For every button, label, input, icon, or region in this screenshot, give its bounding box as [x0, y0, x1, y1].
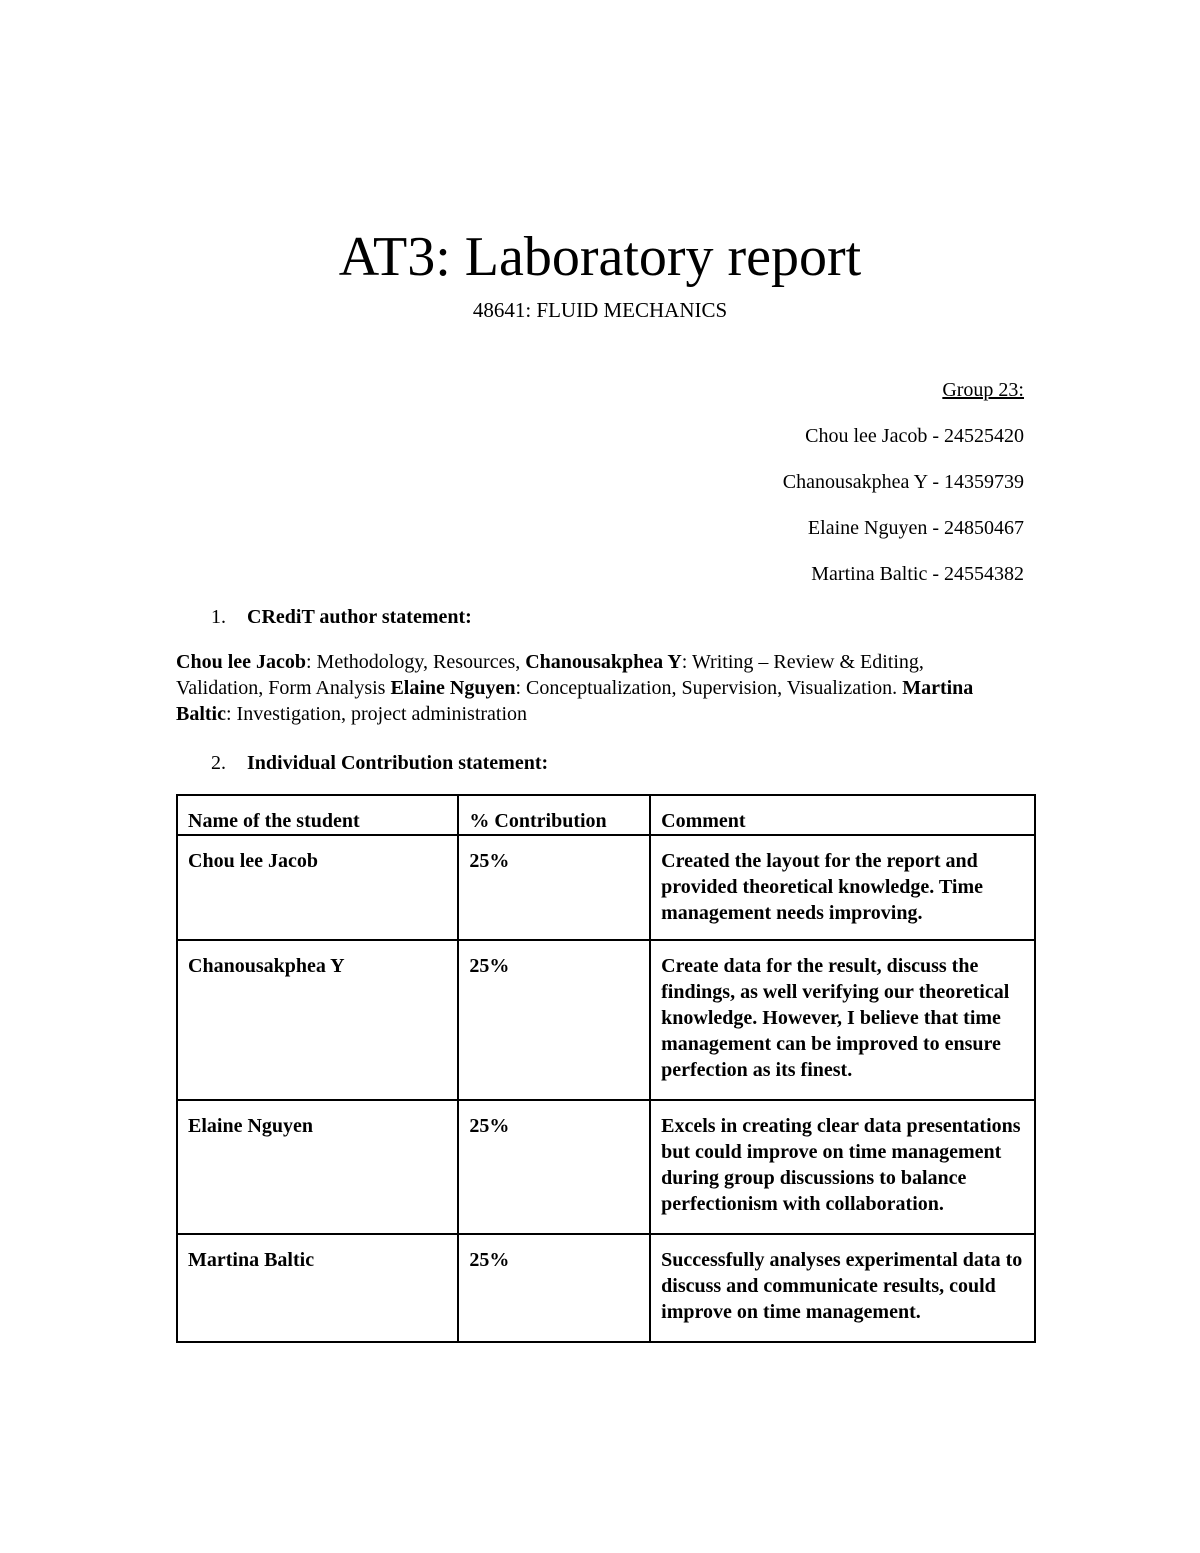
- credit-author-name: Elaine Nguyen: [390, 677, 516, 699]
- column-header: Comment: [650, 795, 1035, 835]
- group-label: Group 23:: [942, 379, 1024, 401]
- group-member: Elaine Nguyen - 24850467: [807, 517, 1024, 539]
- comment-cell: Excels in creating clear data presentations but could improve on time management during group discussions to balance perfectionism with collaboration.: [650, 1100, 1035, 1234]
- contribution-cell: 25%: [458, 1234, 650, 1342]
- group-member: Chanousakphea Y - 14359739: [782, 471, 1024, 493]
- table-row: [177, 835, 1035, 940]
- credit-author-name: Chou lee Jacob: [176, 651, 306, 673]
- section-number: 2.: [211, 752, 226, 774]
- credit-author-roles: : Conceptualization, Supervision, Visualization.: [515, 677, 903, 699]
- student-name-cell: Martina Baltic: [177, 1234, 458, 1342]
- section-number: 1.: [211, 606, 226, 628]
- credit-author-name: Martina Baltic: [176, 677, 974, 725]
- group-members-block: [783, 376, 1024, 588]
- column-header: Name of the student: [177, 795, 458, 835]
- column-header: % Contribution: [458, 795, 650, 835]
- document-subtitle: 48641: FLUID MECHANICS: [472, 298, 728, 322]
- credit-author-name: Chanousakphea Y: [525, 651, 682, 673]
- section-heading-credit: [211, 603, 472, 631]
- section-heading-contribution: [211, 749, 548, 777]
- contribution-table: [176, 794, 1036, 1343]
- credit-author-roles: : Writing – Review & Editing, Validation, Form Analysis: [176, 651, 924, 699]
- table-row: [177, 940, 1035, 1100]
- group-member: Martina Baltic - 24554382: [811, 563, 1024, 585]
- comment-cell: Create data for the result, discuss the findings, as well verifying our theoretical knowledge. However, I believe that time management can be improved to ensure perfection as its finest.: [650, 940, 1035, 1100]
- student-name-cell: Chanousakphea Y: [177, 940, 458, 1100]
- credit-author-roles: : Investigation, project administration: [226, 703, 528, 725]
- group-member: Chou lee Jacob - 24525420: [805, 425, 1024, 447]
- table-row: [177, 1234, 1035, 1342]
- student-name-cell: Chou lee Jacob: [177, 835, 458, 940]
- comment-cell: Created the layout for the report and provided theoretical knowledge. Time management needs improving.: [650, 835, 1035, 940]
- table-row: [177, 1100, 1035, 1234]
- table-header-row: [177, 795, 1035, 835]
- credit-author-roles: : Methodology, Resources,: [306, 651, 526, 673]
- section-heading-text: Individual Contribution statement:: [247, 752, 549, 774]
- section-heading-text: CRediT author statement:: [247, 606, 472, 628]
- contribution-cell: 25%: [458, 835, 650, 940]
- contribution-cell: 25%: [458, 1100, 650, 1234]
- credit-statement-paragraph: [176, 649, 996, 727]
- student-name-cell: Elaine Nguyen: [177, 1100, 458, 1234]
- comment-cell: Successfully analyses experimental data to discuss and communicate results, could improve on time management.: [650, 1234, 1035, 1342]
- document-title: AT3: Laboratory report: [338, 226, 862, 288]
- contribution-cell: 25%: [458, 940, 650, 1100]
